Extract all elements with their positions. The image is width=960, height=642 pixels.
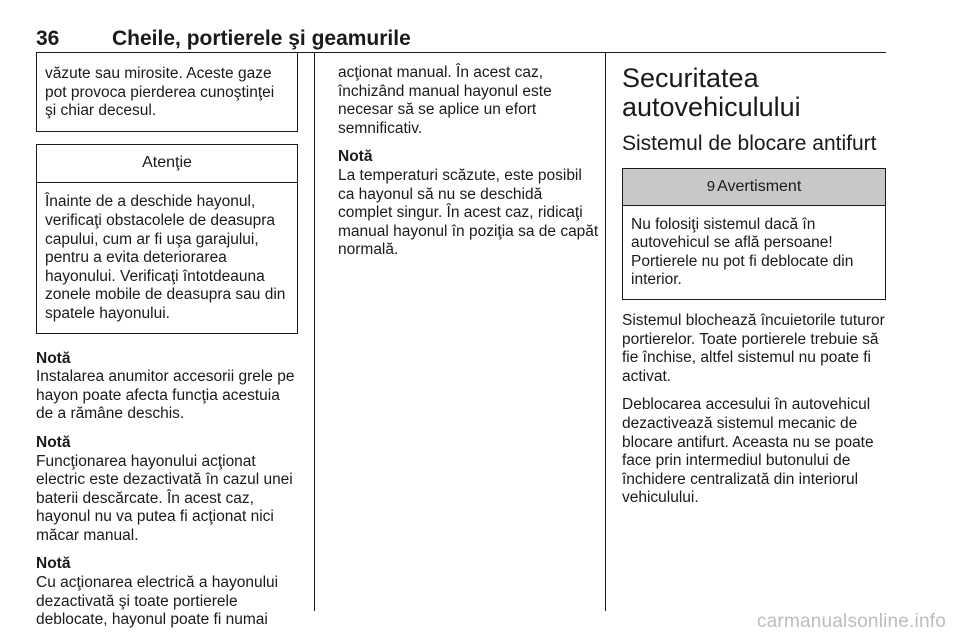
continued-warning-text: văzute sau mirosite. Aceste gaze pot provoca pierderea cunoştinţei şi chiar decesul. [45,65,275,120]
warning-header [623,169,885,206]
caution-box [36,144,298,334]
chapter-title: Cheile, portierele şi geamurile [112,27,411,50]
warning-icon: 9 [706,178,716,195]
column-right [622,64,886,508]
note-text: La temperaturi scăzute, este posibil ca hayonul să nu se deschidă complet singur. În acest caz, ridicaţi manual hayonul în poziţia sa de capăt normală. [338,166,599,259]
note [36,350,298,424]
note [36,434,298,546]
continued-warning-box [36,53,298,132]
note-label: Notă [36,433,71,451]
caution-text: Înainte de a deschide hayonul, verificaţi obstacolele de deasupra capului, cum ar fi uşa garajului, pentru a evita deteriorarea hayonului. Verificaţi întotdeauna zonele mobile de deasupra sau din spatele hayonului. [45,193,286,322]
note-label: Notă [338,148,373,166]
column-divider [314,53,315,611]
note-label: Notă [36,349,71,367]
column-left [36,53,298,630]
body-paragraph: Sistemul blochează încuietorile tuturor portierelor. Toate portierele trebuie să fie închise, altfel sistemul nu poate fi activat. [622,311,885,385]
column-divider [605,53,606,611]
subsection-title: Sistemul de blocare antifurt [622,132,877,155]
watermark: carmanualsonline.info [756,611,946,632]
column-middle [338,64,600,260]
warning-box [622,168,886,300]
note-text: Instalarea anumitor accesorii grele pe hayon poate afecta funcţia acestuia de a rămâne deschis. [36,368,295,423]
page-number: 36 [36,27,60,50]
body-paragraph: Deblocarea accesului în autovehicul dezactivează sistemul mecanic de blocare antifurt. Aceasta nu se poate face prin intermediul butonului de închidere centralizată din interiorul vehiculului. [622,396,874,507]
page-header [36,27,886,51]
note [36,555,298,629]
warning-text: Nu folosiţi sistemul dacă în autovehicul se află persoane! Portierele nu pot fi deblocate din interior. [631,215,854,289]
continued-paragraph: acţionat manual. În acest caz, închizând manual hayonul este necesar să se aplice un efort semnificativ. [338,64,552,137]
note-label: Notă [36,555,71,573]
caution-title: Atenţie [37,145,297,184]
warning-title: Avertisment [717,178,802,195]
note-text: Funcţionarea hayonului acţionat electric este dezactivată în cazul unei baterii descărcate. În acest caz, hayonul nu va putea fi acţionat nici măcar manual. [36,452,293,544]
section-title: Securitatea autovehiculului [622,63,801,122]
note-text: Cu acţionarea electrică a hayonului dezactivată şi toate portierele deblocate, hayonul poate fi numai [36,574,279,629]
note [338,148,600,260]
